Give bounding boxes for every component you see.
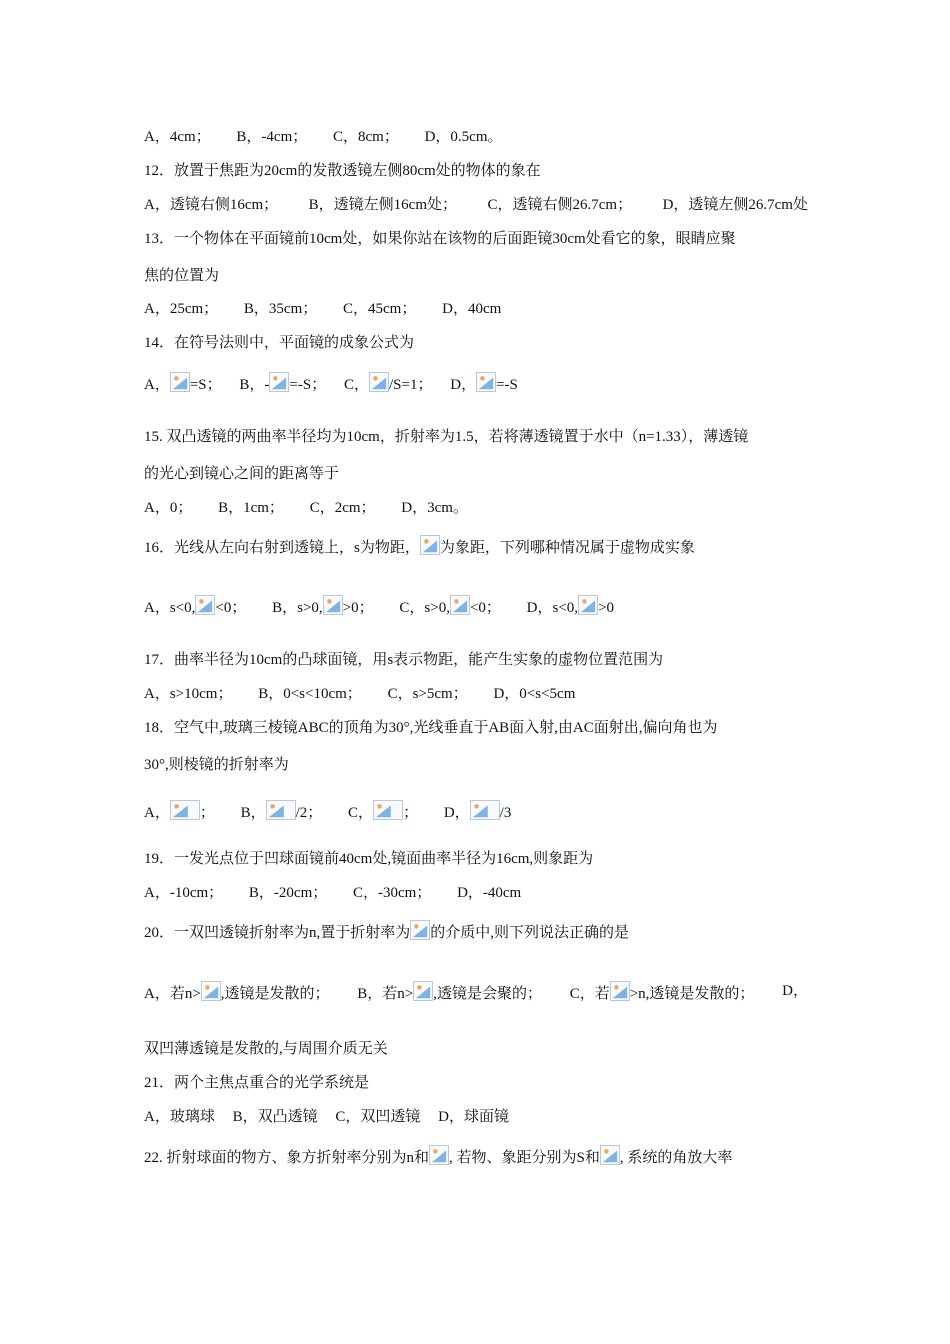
option-d: D，0<s<5cm (493, 686, 576, 702)
broken-image-icon (323, 595, 343, 615)
broken-image-icon (610, 981, 630, 1001)
option-a: A，-10cm； (144, 885, 224, 901)
broken-image-icon (578, 595, 598, 615)
broken-image-icon (450, 595, 470, 615)
broken-image-icon (429, 1145, 449, 1165)
option-d: D，球面镜 (438, 1109, 509, 1125)
q11-options (144, 127, 503, 147)
q13-text-cont: 焦的位置为 (144, 268, 220, 284)
q16-text: 16．光线从左向右射到透镜上，s为物距， 为象距，下列哪种情况属于虚物成实象 (144, 535, 695, 558)
option-d: D，0.5cm。 (424, 129, 503, 145)
broken-image-icon (266, 800, 296, 820)
broken-image-icon (201, 981, 221, 1001)
broken-image-icon (600, 1145, 620, 1165)
q16-options: A，s<0, <0； B，s>0, >0； C，s>0, <0； D，s<0, >0 (144, 595, 614, 618)
q20-options (144, 981, 808, 1004)
option-d: D，透镜左侧26.7cm处 (662, 197, 808, 213)
option-c: C，若 >n,透镜是发散的； (570, 981, 755, 1004)
q22-text: 22. 折射球面的物方、象方折射率分别为n和 , 若物、象距分别为S和 , 系统的角放大率 (144, 1145, 732, 1168)
option-c: C，2cm； (309, 500, 376, 516)
q14-text: 14．在符号法则中，平面镜的成象公式为 (144, 335, 415, 351)
broken-image-icon (369, 372, 389, 392)
option-d: D，3cm。 (401, 500, 468, 516)
option-a: A，0； (144, 500, 193, 516)
option-b: B，1cm； (218, 500, 284, 516)
broken-image-icon (170, 372, 190, 392)
broken-image-icon (170, 800, 200, 820)
q18-text-cont: 30°,则棱镜的折射率为 (144, 757, 289, 773)
q21-options (144, 1107, 509, 1127)
option-a: A，s>10cm； (144, 686, 233, 702)
option-b: B，35cm； (243, 301, 318, 317)
option-b: B，0<s<10cm； (258, 686, 362, 702)
option-a: A，若n> ,透镜是发散的； (144, 981, 330, 1004)
option-d: D，40cm (442, 301, 502, 317)
q17-options (144, 684, 575, 704)
option-c: C，双凹透镜 (335, 1109, 421, 1125)
q14-options: A， =S； B，- =-S； C， /S=1； D， =-S (144, 372, 518, 395)
q12-text: 12．放置于焦距为20cm的发散透镜左侧80cm处的物体的象在 (144, 163, 541, 179)
option-a: A，25cm； (144, 301, 219, 317)
q19-options (144, 883, 521, 903)
q13-options (144, 299, 501, 319)
broken-image-icon (420, 535, 440, 555)
q18-text: 18．空气中,玻璃三棱镜ABC的顶角为30°,光线垂直于AB面入射,由AC面射出,偏向角也为 (144, 720, 718, 736)
q20-text: 20．一双凹透镜折射率为n,置于折射率为 的介质中,则下列说法正确的是 (144, 920, 629, 943)
q17-text: 17．曲率半径为10cm的凸球面镜，用s表示物距，能产生实象的虚物位置范围为 (144, 652, 664, 668)
option-c: C，s>5cm； (387, 686, 468, 702)
option-b: B，-4cm； (236, 129, 308, 145)
q12-options (144, 195, 808, 215)
option-a: A，4cm； (144, 129, 211, 145)
broken-image-icon (476, 372, 496, 392)
option-d: D， (782, 983, 808, 999)
broken-image-icon (470, 800, 500, 820)
option-a: A，透镜右侧16cm； (144, 197, 279, 213)
option-b: B，双凸透镜 (232, 1109, 318, 1125)
option-b: B，透镜左侧16cm处； (308, 197, 457, 213)
q21-text: 21．两个主焦点重合的光学系统是 (144, 1075, 370, 1091)
option-a: A，玻璃球 (144, 1109, 215, 1125)
option-c: C，8cm； (333, 129, 399, 145)
option-c: C，45cm； (343, 301, 417, 317)
broken-image-icon (195, 595, 215, 615)
option-d: D，-40cm (457, 885, 522, 901)
q19-text: 19．一发光点位于凹球面镜前40cm处,镜面曲率半径为16cm,则象距为 (144, 851, 594, 867)
option-b: B，若n> ,透镜是会聚的； (357, 981, 542, 1004)
q13-text: 13．一个物体在平面镜前10cm处，如果你站在该物的后面距镜30cm处看它的象，眼睛应聚 (144, 231, 736, 247)
q18-options: A， ； B， /2； C， ； D， /3 (144, 800, 511, 823)
broken-image-icon (410, 920, 430, 940)
q15-text: 15. 双凸透镜的两曲率半径均为10cm，折射率为1.5，若将薄透镜置于水中（n=1.33），薄透镜 (144, 429, 749, 445)
q20-option-d-text: 双凹薄透镜是发散的,与周围介质无关 (144, 1041, 388, 1057)
option-b: B，-20cm； (248, 885, 328, 901)
broken-image-icon (413, 981, 433, 1001)
q15-text-cont: 的光心到镜心之间的距离等于 (144, 466, 340, 482)
q15-options (144, 498, 468, 518)
broken-image-icon (373, 800, 403, 820)
broken-image-icon (269, 372, 289, 392)
option-c: C，透镜右侧26.7cm； (487, 197, 633, 213)
option-c: C，-30cm； (352, 885, 432, 901)
